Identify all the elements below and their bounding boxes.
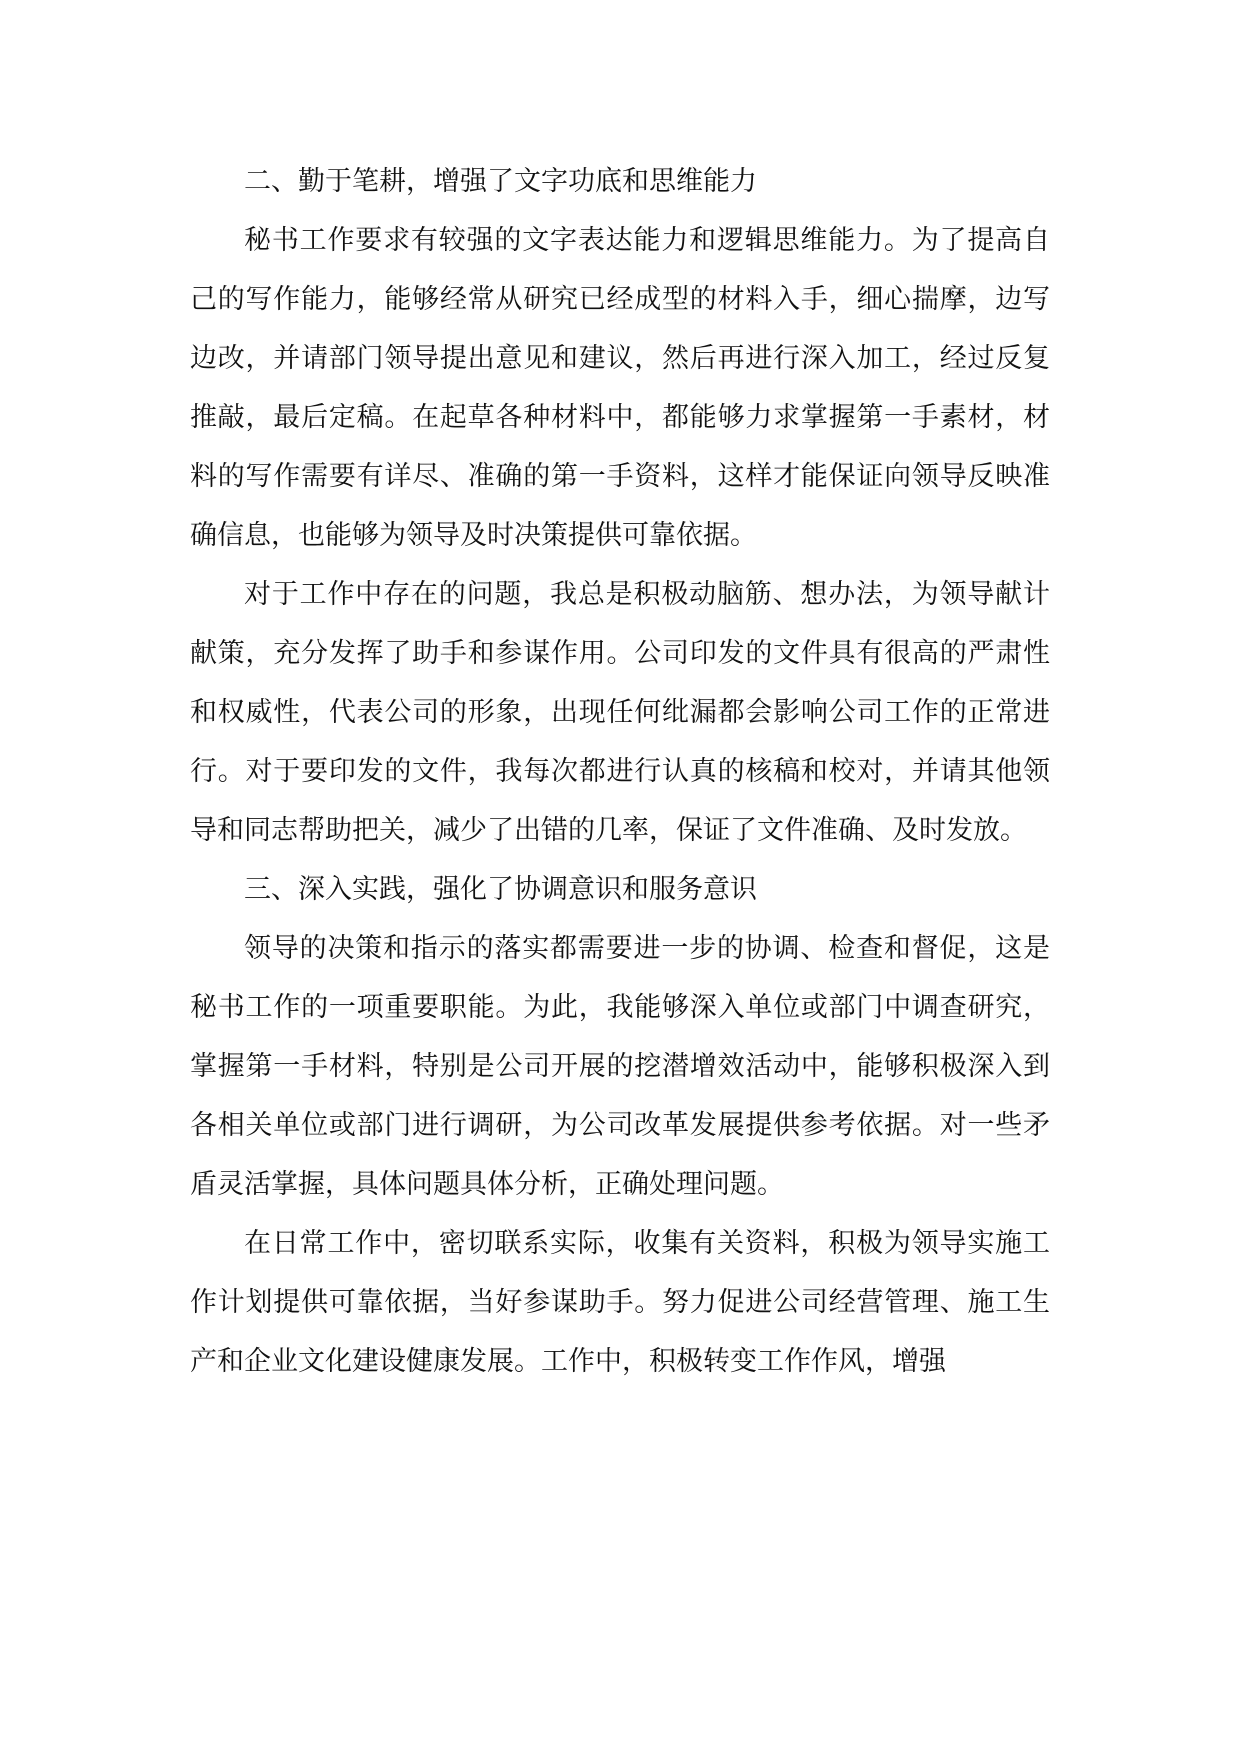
section-heading-3: 三、深入实践，强化了协调意识和服务意识	[244, 874, 757, 905]
paragraph-writing-skills: 秘书工作要求有较强的文字表达能力和逻辑思维能力。为了提高自己的写作能力，能够经常从研究已经成型的材料入手，细心揣摩，边写边改，并请部门领导提出意见和建议，然后再进行深入加工，经过反复推敲，最后定稿。在起草各种材料中，都能够力求掌握第一手素材，材料的写作需要有详尽、准确的第一手资料，这样才能保证向领导反映准确信息，也能够为领导及时决策提供可靠依据。	[190, 225, 1050, 551]
paragraph-daily-work: 在日常工作中，密切联系实际，收集有关资料，积极为领导实施工作计划提供可靠依据，当好参谋助手。努力促进公司经营管理、施工生产和企业文化建设健康发展。工作中，积极转变工作作风，增强	[190, 1228, 1050, 1377]
document-body	[190, 152, 1050, 1391]
paragraph-advisor-role: 对于工作中存在的问题，我总是积极动脑筋、想办法，为领导献计献策，充分发挥了助手和参谋作用。公司印发的文件具有很高的严肃性和权威性，代表公司的形象，出现任何纰漏都会影响公司工作的正常进行。对于要印发的文件，我每次都进行认真的核稿和校对，并请其他领导和同志帮助把关，减少了出错的几率，保证了文件准确、及时发放。	[190, 579, 1050, 846]
section-heading-2: 二、勤于笔耕，增强了文字功底和思维能力	[244, 166, 757, 197]
paragraph-coordination: 领导的决策和指示的落实都需要进一步的协调、检查和督促，这是秘书工作的一项重要职能。为此，我能够深入单位或部门中调查研究，掌握第一手材料，特别是公司开展的挖潜增效活动中，能够积极深入到各相关单位或部门进行调研，为公司改革发展提供参考依据。对一些矛盾灵活掌握，具体问题具体分析，正确处理问题。	[190, 933, 1050, 1200]
